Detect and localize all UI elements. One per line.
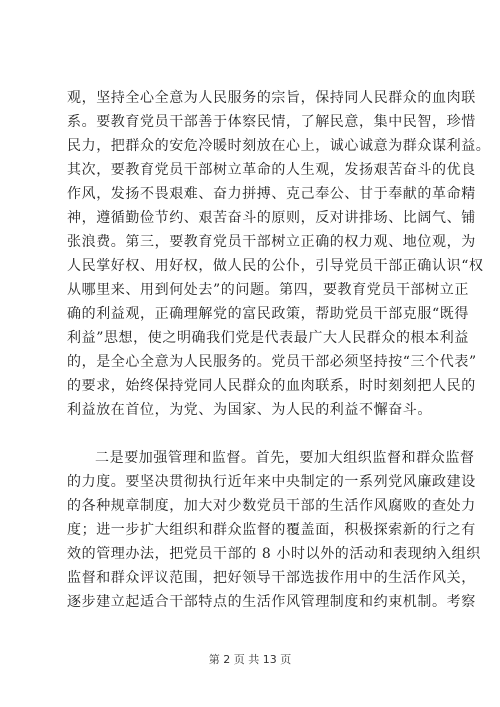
text-line: 系。要教育党员干部善于体察民情，了解民意，集中民智，珍惜 bbox=[67, 114, 476, 130]
document-body bbox=[67, 86, 491, 614]
text-line: 度；进一步扩大组织和群众监督的覆盖面，积极探索新的行之有 bbox=[67, 522, 476, 538]
text-line: 的要求，始终保持党同人民群众的血肉联系，时时刻刻把人民的 bbox=[67, 378, 476, 394]
text-line: 利益”思想，使之明确我们党是代表最广大人民群众的根本利益 bbox=[67, 330, 469, 346]
text-line: 人民掌好权、用好权，做人民的公仆，引导党员干部正确认识“权 bbox=[67, 258, 484, 274]
text-line: 其次，要教育党员干部树立革命的人生观，发扬艰苦奋斗的优良 bbox=[67, 162, 476, 178]
paragraph-spacer bbox=[67, 422, 435, 446]
text-line: 的力度。要坚决贯彻执行近年来中央制定的一系列党风廉政建设 bbox=[67, 474, 476, 490]
paragraph-1 bbox=[67, 86, 491, 422]
text-line: 的各种规章制度，加大对少数党员干部的生活作风腐败的查处力 bbox=[67, 498, 476, 514]
text-line: 观，坚持全心全意为人民服务的宗旨，保持同人民群众的血肉联 bbox=[67, 90, 476, 106]
paragraph-2 bbox=[67, 446, 481, 614]
text-line: 利益放在首位，为党、为国家、为人民的利益不懈奋斗。 bbox=[67, 402, 432, 418]
text-line: 民力，把群众的安危冷暖时刻放在心上，诚心诚意为群众谋利益。 bbox=[67, 138, 491, 154]
text-line: 的，是全心全意为人民服务的。党员干部必须坚持按“三个代表” bbox=[67, 354, 477, 370]
text-line: 从哪里来、用到何处去”的问题。第四，要教育党员干部树立正 bbox=[67, 282, 469, 298]
text-line: 张浪费。第三，要教育党员干部树立正确的权力观、地位观，为 bbox=[67, 234, 476, 250]
text-line: 作风，发扬不畏艰难、奋力拼搏、克己奉公、甘于奉献的革命精 bbox=[67, 186, 476, 202]
text-line: 神，遵循勤俭节约、艰苦奋斗的原则，反对讲排场、比阔气、铺 bbox=[67, 210, 476, 226]
text-line: 效的管理办法，把党员干部的 8 小时以外的活动和表现纳入组织 bbox=[67, 546, 481, 562]
text-line: 逐步建立起适合干部特点的生活作风管理制度和约束机制。考察 bbox=[67, 594, 476, 610]
text-line: 确的利益观，正确理解党的富民政策，帮助党员干部克服“既得 bbox=[67, 306, 469, 322]
page-footer bbox=[0, 653, 500, 667]
text-line: 二是要加强管理和监督。首先，要加大组织监督和群众监督 bbox=[95, 450, 475, 466]
page-number: 第 2 页 共 13 页 bbox=[208, 653, 292, 666]
text-line: 监督和群众评议范围，把好领导干部选拔作用中的生活作风关， bbox=[67, 570, 476, 586]
